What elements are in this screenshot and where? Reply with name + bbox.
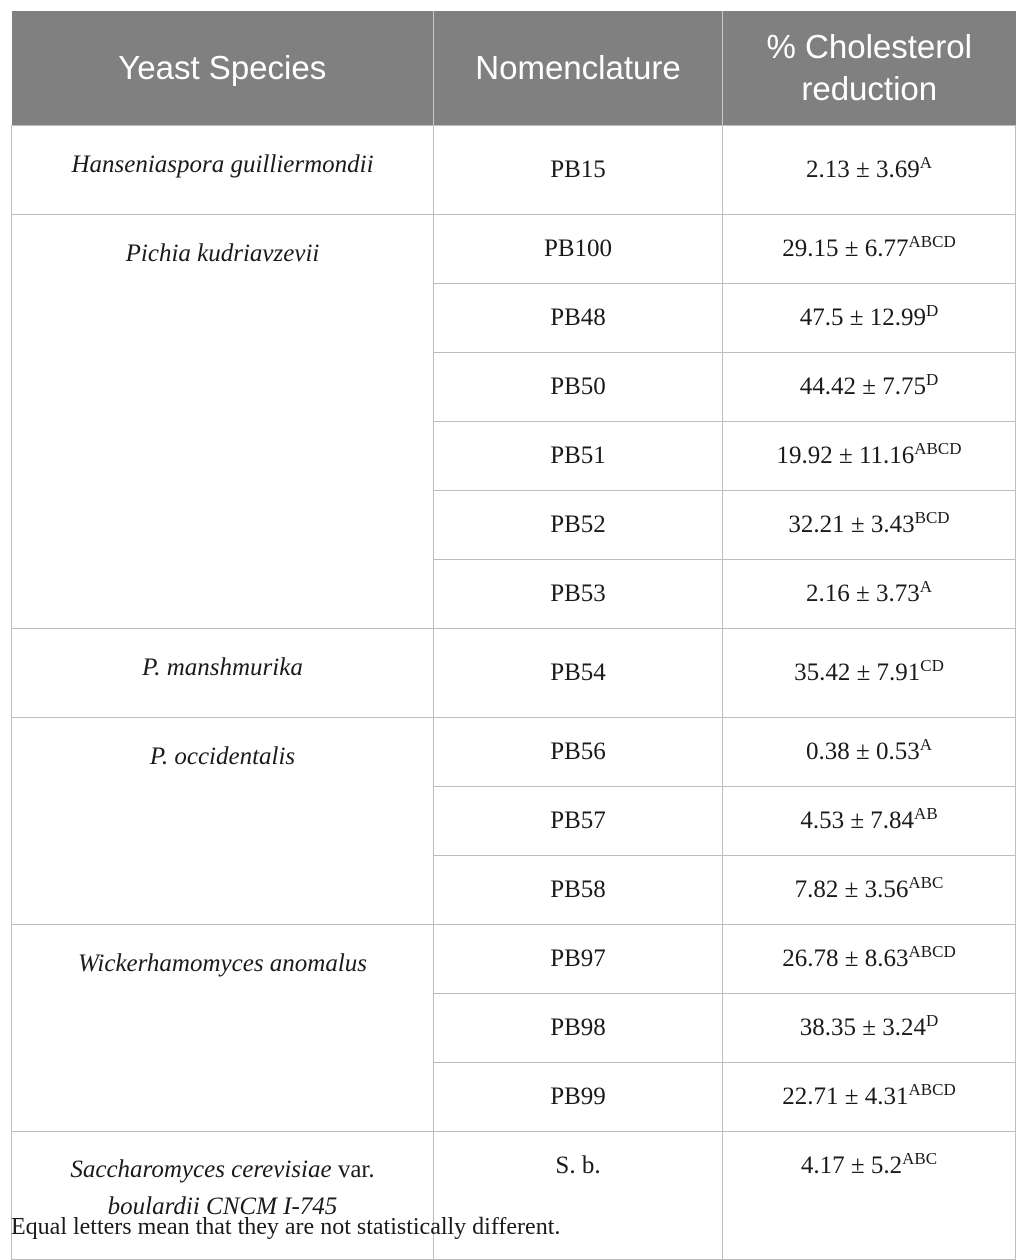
species-cell: P. occidentalis <box>12 718 434 925</box>
reduction-cell <box>723 560 1016 629</box>
significance-letters: A <box>919 735 932 754</box>
significance-letters: A <box>919 153 932 172</box>
significance-letters: ABCD <box>908 232 956 251</box>
nomenclature-cell: PB53 <box>434 560 723 629</box>
header-yeast-species: Yeast Species <box>12 11 434 126</box>
significance-letters: BCD <box>914 508 950 527</box>
nomenclature-cell: PB54 <box>434 629 723 718</box>
table-row <box>12 925 1016 994</box>
table-row <box>12 215 1016 284</box>
nomenclature-cell: PB99 <box>434 1063 723 1132</box>
significance-letters: D <box>925 1011 939 1030</box>
reduction-value: 4.53 ± 7.84 <box>800 807 915 834</box>
reduction-cell <box>723 1063 1016 1132</box>
cholesterol-reduction-table <box>11 11 1016 1260</box>
reduction-value: 44.42 ± 7.75 <box>799 373 926 400</box>
reduction-cell <box>723 994 1016 1063</box>
species-cell: Wickerhamomyces anomalus <box>12 925 434 1132</box>
reduction-cell <box>723 422 1016 491</box>
reduction-cell <box>723 629 1016 718</box>
species-strain: boulardii CNCM I-745 <box>107 1193 338 1220</box>
reduction-cell <box>723 925 1016 994</box>
nomenclature-cell: PB15 <box>434 126 723 215</box>
reduction-value: 7.82 ± 3.56 <box>794 876 909 903</box>
header-cholesterol-text: % Cholesterol reduction <box>766 28 972 107</box>
nomenclature-cell: S. b. <box>434 1132 723 1260</box>
significance-letters: ABCD <box>908 1080 956 1099</box>
nomenclature-cell: PB97 <box>434 925 723 994</box>
reduction-cell <box>723 284 1016 353</box>
reduction-cell <box>723 787 1016 856</box>
reduction-value: 0.38 ± 0.53 <box>805 738 920 765</box>
reduction-cell <box>723 856 1016 925</box>
reduction-value: 35.42 ± 7.91 <box>794 659 921 686</box>
species-cell: P. manshmurika <box>12 629 434 718</box>
significance-letters: ABCD <box>914 439 962 458</box>
reduction-value: 26.78 ± 8.63 <box>782 945 909 972</box>
significance-letters: ABCD <box>908 942 956 961</box>
reduction-cell <box>723 126 1016 215</box>
significance-letters: CD <box>920 656 944 675</box>
header-cholesterol-reduction <box>723 11 1016 126</box>
nomenclature-cell: PB48 <box>434 284 723 353</box>
nomenclature-cell: PB100 <box>434 215 723 284</box>
significance-letters: ABC <box>902 1149 938 1168</box>
reduction-value: 2.13 ± 3.69 <box>805 156 920 183</box>
nomenclature-cell: PB58 <box>434 856 723 925</box>
table-row <box>12 126 1016 215</box>
significance-letters: ABC <box>908 873 944 892</box>
table-footnote: Equal letters mean that they are not statistically different. <box>11 1214 561 1240</box>
table-row <box>12 629 1016 718</box>
header-nomenclature: Nomenclature <box>434 11 723 126</box>
reduction-value: 29.15 ± 6.77 <box>782 235 909 262</box>
species-cell: Pichia kudriavzevii <box>12 215 434 629</box>
reduction-value: 22.71 ± 4.31 <box>782 1083 909 1110</box>
reduction-value: 19.92 ± 11.16 <box>776 442 915 469</box>
nomenclature-cell: PB98 <box>434 994 723 1063</box>
significance-letters: A <box>919 577 932 596</box>
table-row <box>12 718 1016 787</box>
nomenclature-cell: PB56 <box>434 718 723 787</box>
reduction-value: 32.21 ± 3.43 <box>788 511 915 538</box>
significance-letters: D <box>925 370 939 389</box>
reduction-cell <box>723 1132 1016 1260</box>
reduction-cell <box>723 353 1016 422</box>
significance-letters: D <box>925 301 939 320</box>
nomenclature-cell: PB51 <box>434 422 723 491</box>
nomenclature-cell: PB50 <box>434 353 723 422</box>
reduction-value: 38.35 ± 3.24 <box>799 1014 926 1041</box>
species-variety-marker: var. <box>331 1156 375 1183</box>
reduction-value: 4.17 ± 5.2 <box>800 1152 903 1179</box>
species-name-part: Saccharomyces cerevisiae <box>70 1156 332 1183</box>
reduction-value: 2.16 ± 3.73 <box>805 580 920 607</box>
species-cell: Hanseniaspora guilliermondii <box>12 126 434 215</box>
nomenclature-cell: PB52 <box>434 491 723 560</box>
reduction-cell <box>723 215 1016 284</box>
header-row <box>12 11 1016 126</box>
nomenclature-cell: PB57 <box>434 787 723 856</box>
reduction-cell <box>723 718 1016 787</box>
reduction-cell <box>723 491 1016 560</box>
significance-letters: AB <box>914 804 938 823</box>
reduction-value: 47.5 ± 12.99 <box>799 304 926 331</box>
